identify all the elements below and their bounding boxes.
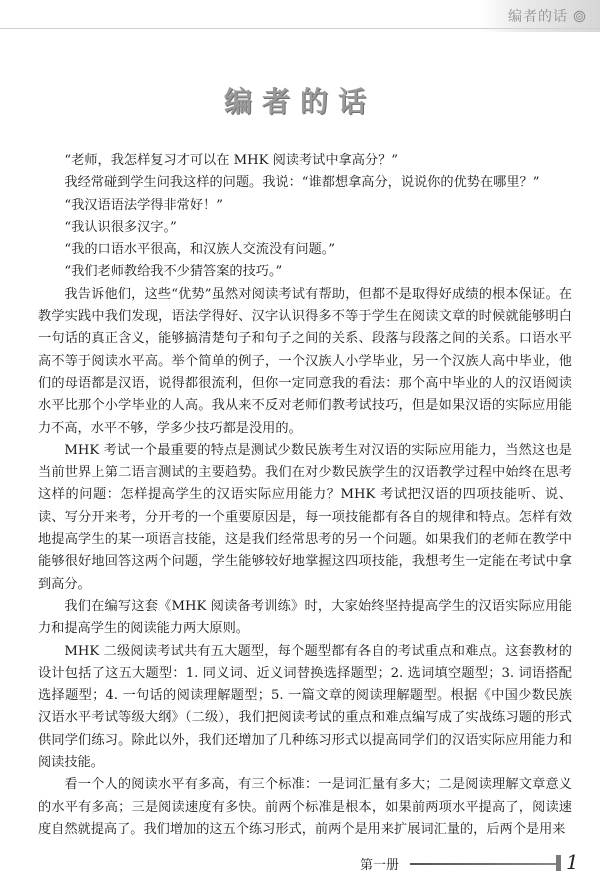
swirl-icon bbox=[573, 10, 586, 23]
running-header-label: 编者的话 bbox=[508, 9, 568, 25]
paragraph: 我告诉他们，这些“优势”虽然对阅读考试有帮助，但都不是取得好成绩的根本保证。在教学实践中我们发现，语法学得好、汉字认识得多不等于学生在阅读文章的时候就能够明白一句话的真正含义，能够搞清楚句子和句子之间的关系、段落与段落之间的关系。口语水平高不等于阅读水平高。举个简单的例子，一个汉族人小学毕业，另一个汉族人高中毕业，他们的母语都是汉语，说得都很流利，但你一定同意我的看法：那个高中毕业的人的汉语阅读水平比那个小学毕业的人高。我从来不反对老师们教考试技巧，但是如果汉语的实际应用能力不高，水平不够，学多少技巧都是没用的。 bbox=[38, 286, 572, 436]
paragraph: 我经常碰到学生问我这样的问题。我说：“谁都想拿高分，说说你的优势在哪里？” bbox=[64, 175, 540, 191]
page-footer bbox=[0, 852, 600, 874]
paragraph: MHK 考试一个最重要的特点是测试少数民族考生对汉语的实际应用能力，当然这也是当前世界上第二语言测试的主要趋势。我们在对少数民族学生的汉语教学过程中始终在思考这样的问题：怎样提高学生的汉语实际应用能力？MHK 考试把汉语的四项技能听、说、读、写分开来考，分开考的一个重要原因是，每一项技能都有各自的规律和特点。怎样有效地提高学生的某一项语言技能，这是我们经常思考的另一个问题。如果我们的老师在教学中能够很好地回答这两个问题，学生能够较好地掌握这四项技能，我想考生一定能在考试中拿到高分。 bbox=[38, 442, 572, 592]
paragraph: 看一个人的阅读水平有多高，有三个标准：一是词汇量有多大；二是阅读理解文章意义的水平有多高；三是阅读速度有多快。前两个标准是根本，如果前两项水平提高了，阅读速度自然就提高了。我们增加的这五个练习形式，前两个是用来扩展词汇量的，后两个是用来 bbox=[38, 777, 572, 837]
body-text bbox=[38, 150, 572, 841]
paragraph: “我认识很多汉字。” bbox=[64, 219, 177, 235]
paragraph: “我汉语语法学得非常好！” bbox=[64, 197, 223, 213]
footer-rule bbox=[410, 863, 558, 865]
paragraph: 我们在编写这套《MHK 阅读备考训练》时，大家始终坚持提高学生的汉语实际应用能力和提高学生的阅读能力两大原则。 bbox=[38, 598, 572, 637]
header-rule bbox=[0, 28, 600, 29]
page-title: 编者的话 bbox=[223, 85, 376, 118]
page-number: 1 bbox=[566, 850, 579, 874]
paragraph: MHK 二级阅读考试共有五大题型，每个题型都有各自的考试重点和难点。这套教材的设计包括了这五大题型：1. 同义词、近义词替换选择题型；2. 选词填空题型；3. 词语搭配选择题型；4. 一句话的阅读理解题型；5. 一篇文章的阅读理解题型。根据《中国少数民族汉语水平考试等级大纲》（二级），我们把阅读考试的重点和难点编写成了实战练习题的形式供同学们练习。除此以外，我们还增加了几种练习形式以提高同学们的汉语实际应用能力和阅读技能。 bbox=[38, 643, 572, 771]
footer-bar bbox=[556, 855, 561, 871]
paragraph: “我的口语水平很高，和汉族人交流没有问题。” bbox=[64, 242, 336, 258]
volume-label: 第一册 bbox=[360, 858, 400, 873]
paragraph: “我们老师教给我不少猜答案的技巧。” bbox=[64, 264, 283, 280]
paragraph: “老师，我怎样复习才可以在 MHK 阅读考试中拿高分？” bbox=[64, 153, 399, 168]
